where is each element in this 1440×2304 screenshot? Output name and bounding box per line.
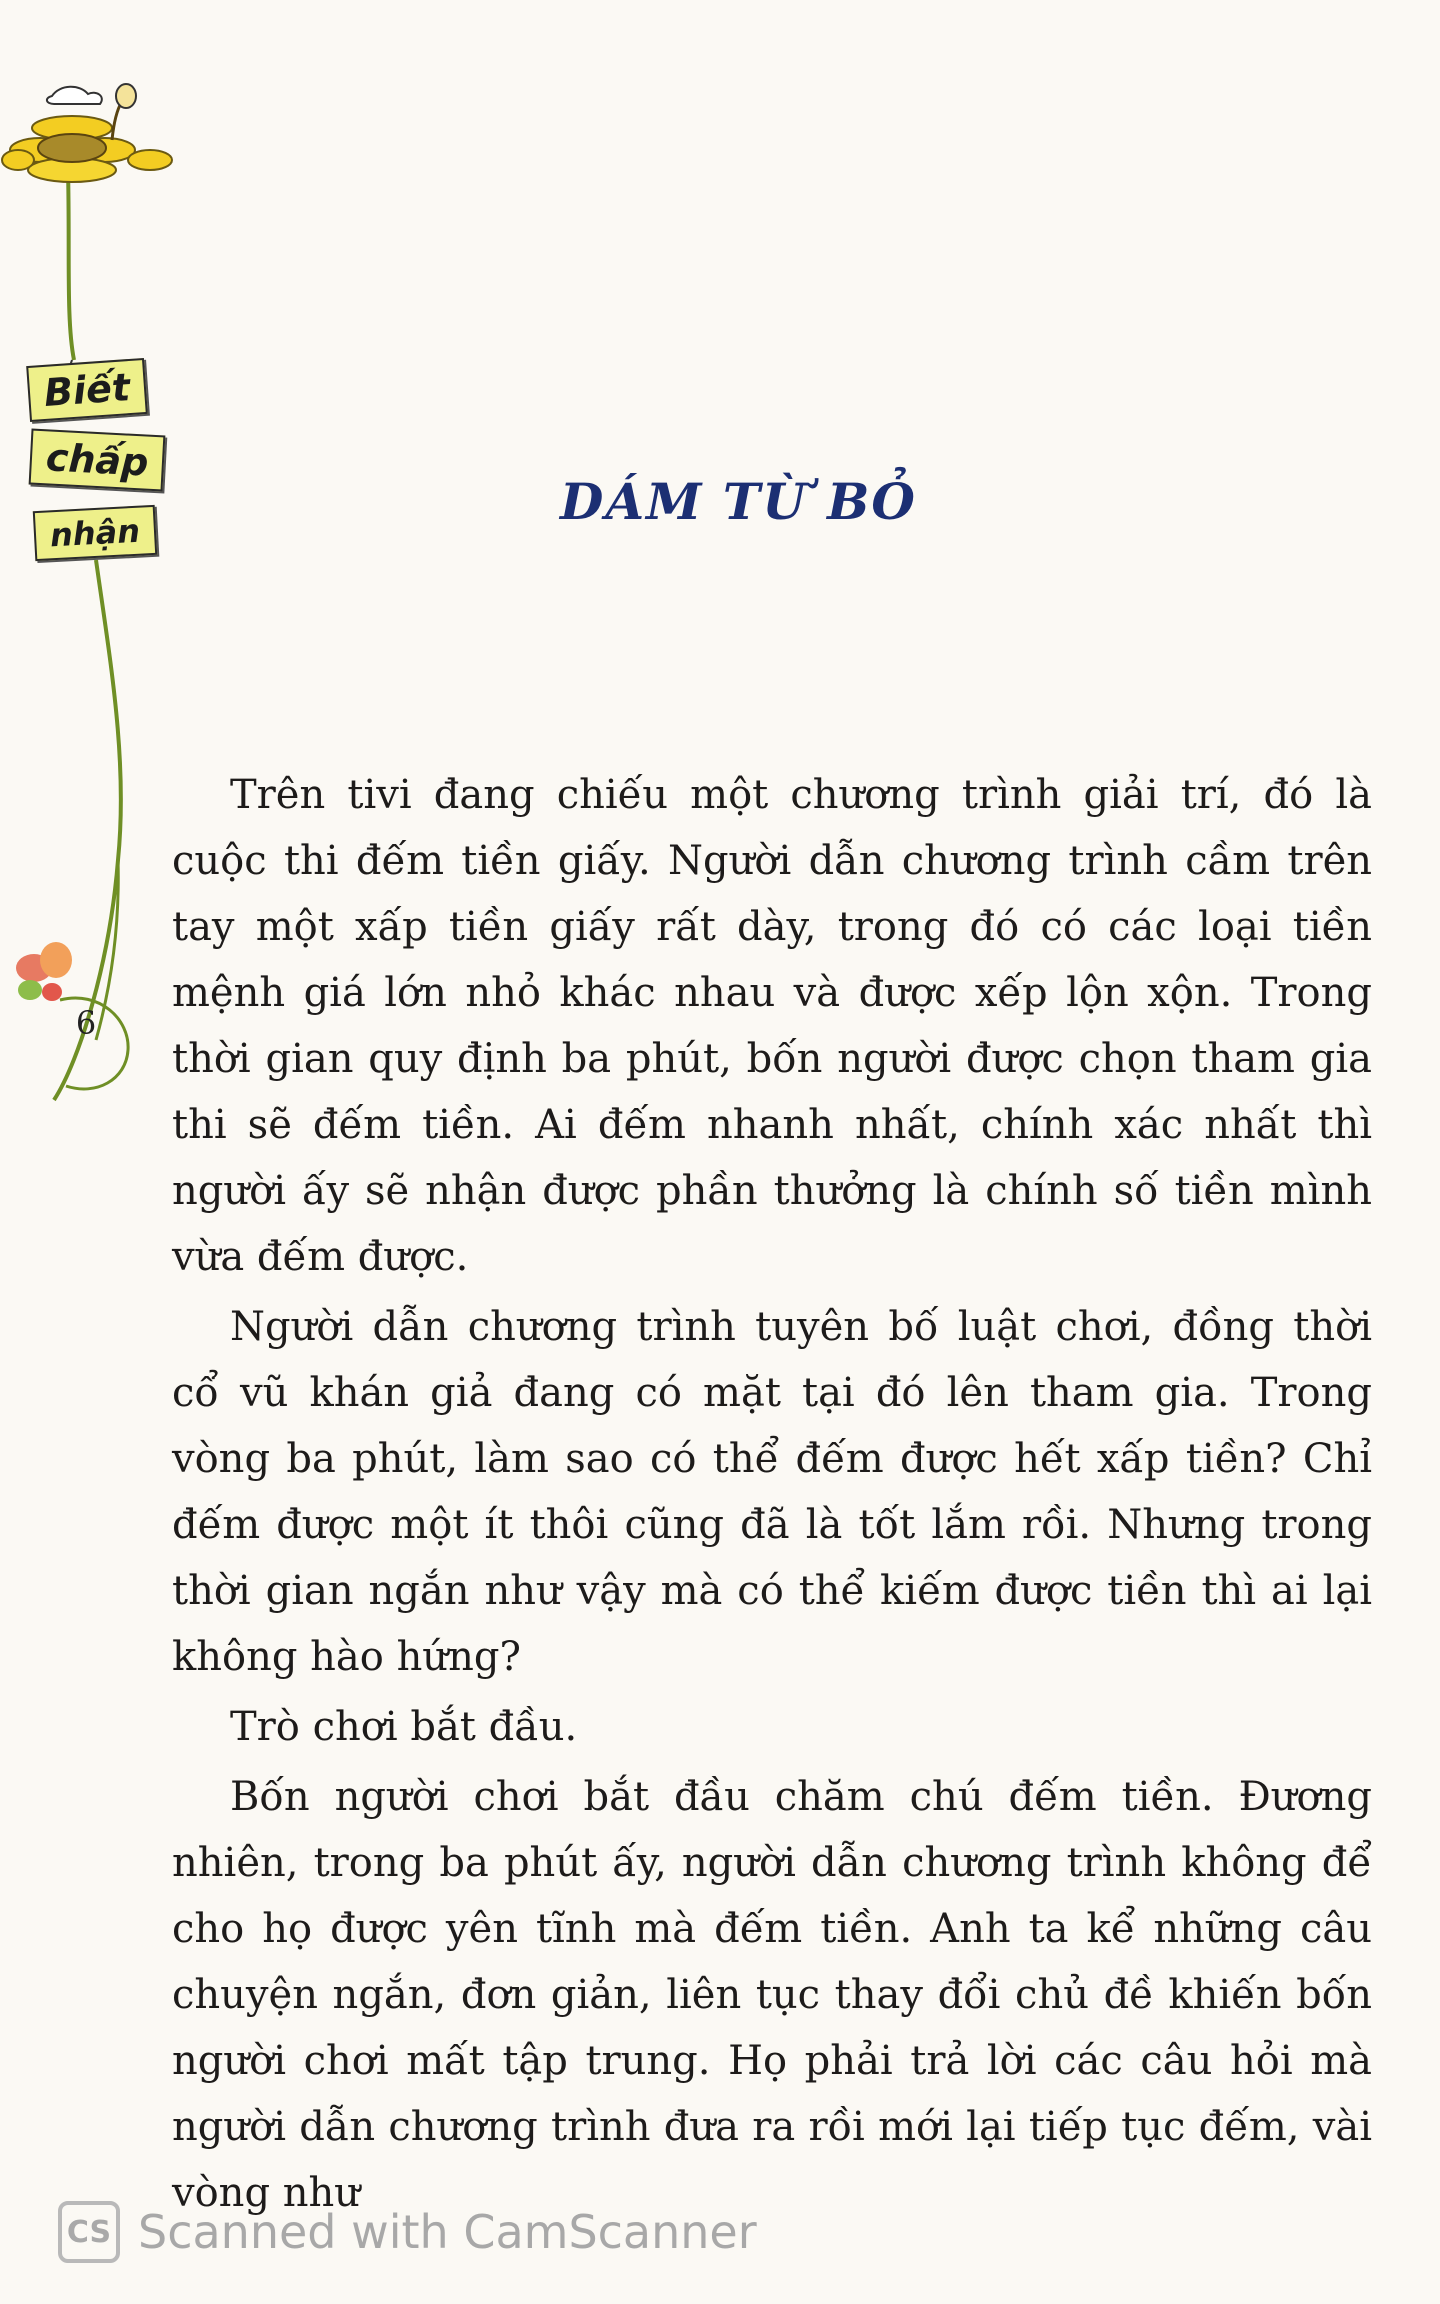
tag-nhan: nhận [33,505,157,561]
paragraph: Trò chơi bắt đầu. [230,1704,578,1750]
watermark-text: Scanned with CamScanner [138,2205,757,2259]
butterfly-icon [16,942,72,1001]
camscanner-logo-icon: CS [58,2201,120,2263]
tag-chap: chấp [29,429,166,492]
sunflower-icon [2,116,172,182]
body-text [172,762,1372,2230]
chapter-title: DÁM TỪ BỎ [560,472,917,531]
camscanner-watermark [58,2192,757,2272]
paragraph: Trên tivi đang chiếu một chương trình giải trí, đó là cuộc thi đếm tiền giấy. Người dẫn chương trình cầm trên tay một xấp tiền giấy rất dày, trong đó có các loại tiền mệnh giá lớn nhỏ khác nhau và được xếp lộn xộn. Trong thời gian quy định ba phút, bốn người được chọn tham gia thi sẽ đếm tiền. Ai đếm nhanh nhất, chính xác nhất thì người ấy sẽ nhận được phần thưởng là chính số tiền mình vừa đếm được. [172,772,1372,1280]
page-number: 6 [75,1004,97,1042]
paragraph: Người dẫn chương trình tuyên bố luật chơi, đồng thời cổ vũ khán giả đang có mặt tại đó lên tham gia. Trong vòng ba phút, làm sao có thể đếm được hết xấp tiền? Chỉ đếm được một ít thôi cũng đã là tốt lắm rồi. Nhưng trong thời gian ngắn như vậy mà có thể kiếm được tiền thì ai lại không hào hứng? [172,1304,1372,1680]
tag-bient: Biết [26,358,148,422]
sidebar-decoration [0,0,200,1120]
paragraph: Bốn người chơi bắt đầu chăm chú đếm tiền. Đương nhiên, trong ba phút ấy, người dẫn chương trình không để cho họ được yên tĩnh mà đếm tiền. Anh ta kể những câu chuyện ngắn, đơn giản, liên tục thay đổi chủ đề khiến bốn người chơi mất tập trung. Họ phải trả lời các câu hỏi mà người dẫn chương trình đưa ra rồi mới lại tiếp tục đếm, vài vòng như [172,1774,1372,2216]
flower-stem-illustration [0,0,200,1120]
